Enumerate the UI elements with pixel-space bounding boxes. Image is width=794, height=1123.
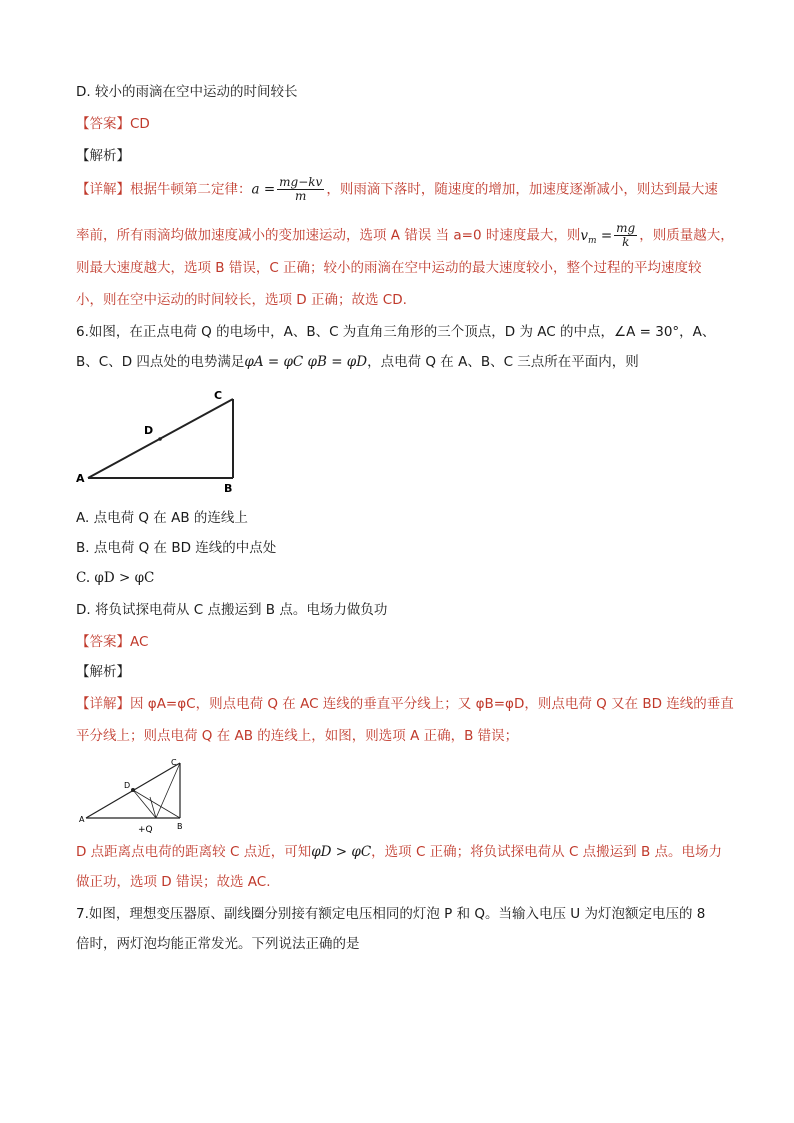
formula-vm-denominator: k — [622, 235, 630, 249]
midpoint-label-d: D — [124, 781, 131, 790]
detail-text: ，选项 C 正确；将负试探电荷从 C 点搬运到 B 点。电场力 — [371, 844, 723, 860]
vertex-label-c: C — [214, 389, 223, 402]
vertex-label-b: B — [177, 822, 183, 831]
detail-text: D 点距离点电荷的距离较 C 点近，可知 — [76, 844, 312, 860]
triangle-figure-1 — [70, 382, 250, 494]
formula-vm-fraction — [614, 222, 637, 249]
answer-label: 【答案】 — [76, 116, 130, 132]
q6-answer — [76, 632, 148, 652]
detail-text: ，则质量越大， — [639, 227, 734, 244]
q5-detail-line-3: 则最大速度越大，选项 B 错误，C 正确；较小的雨滴在空中运动的最大速度较小，整个过程的平均速度较 — [76, 260, 702, 276]
vertex-label-a: A — [76, 472, 85, 485]
q7-stem-line-2: 倍时，两灯泡均能正常发光。下列说法正确的是 — [76, 936, 360, 952]
q5-answer — [76, 114, 150, 134]
stem-text: B、C、D 四点处的电势满足 — [76, 354, 245, 370]
formula-a-numerator: mg−kv — [279, 175, 323, 189]
answer-label: 【答案】 — [76, 634, 130, 650]
q6-stem-line-2 — [76, 352, 639, 372]
q6-option-d: D. 将负试探电荷从 C 点搬运到 B 点。电场力做负功 — [76, 602, 388, 618]
answer-value: AC — [130, 634, 149, 650]
triangle-figure-2 — [74, 756, 194, 838]
q6-option-c: C. φD > φC — [76, 570, 155, 586]
q6-detail-line-2: 平分线上；则点电荷 Q 在 AB 的连线上，如图，则选项 A 正确，B 错误； — [76, 728, 519, 744]
potential-formula: φA = φC φB = φD — [244, 354, 368, 370]
vertex-label-a: A — [79, 815, 85, 824]
stem-text: ，点电荷 Q 在 A、B、C 三点所在平面内，则 — [367, 354, 639, 370]
detail-text: 率前，所有雨滴均做加速度减小的变加速运动，选项 A 错误 当 a=0 时速度最大，则 — [76, 227, 581, 244]
q5-analysis-label: 【解析】 — [76, 148, 130, 164]
formula-vm-lhs: $v_m$ = — [580, 227, 613, 246]
detail-label: 【详解】 — [76, 696, 130, 712]
q5-detail-line-2 — [76, 222, 734, 251]
detail-text: ，则雨滴下落时，随速度的增加，加速度逐渐减小，则达到最大速 — [326, 181, 718, 198]
answer-value: CD — [130, 116, 150, 132]
q5-option-d: D. 较小的雨滴在空中运动的时间较长 — [76, 84, 298, 100]
midpoint-label-d: D — [144, 424, 154, 437]
q7-stem-line-1: 7.如图，理想变压器原、副线圈分别接有额定电压相同的灯泡 P 和 Q。当输入电压 U 为灯泡额定电压的 8 — [76, 906, 706, 922]
q6-option-a: A. 点电荷 Q 在 AB 的连线上 — [76, 510, 248, 526]
formula-a-fraction — [277, 176, 324, 203]
q6-detail-line-4: 做正功，选项 D 错误；故选 AC. — [76, 874, 271, 890]
formula-a-lhs: a = — [251, 181, 276, 198]
potential-comparison: φD > φC — [311, 844, 372, 860]
detail-text: 根据牛顿第二定律： — [130, 181, 252, 198]
q6-detail-line-3 — [76, 842, 722, 862]
q6-stem-line-1: 6.如图，在正点电荷 Q 的电场中，A、B、C 为直角三角形的三个顶点，D 为 AC 的中点，∠A = 30°，A、 — [76, 324, 716, 340]
charge-label-q: +Q — [138, 825, 153, 835]
q6-detail-line-1 — [76, 694, 734, 714]
formula-a-denominator: m — [295, 189, 307, 203]
vertex-label-c: C — [171, 758, 177, 767]
q6-option-b: B. 点电荷 Q 在 BD 连线的中点处 — [76, 540, 277, 556]
detail-text: 因 φA=φC，则点电荷 Q 在 AC 连线的垂直平分线上；又 φB=φD，则点电荷 Q 又在 BD 连线的垂直 — [130, 696, 734, 712]
vertex-label-b: B — [224, 482, 233, 494]
q5-detail-line-4: 小，则在空中运动的时间较长，选项 D 正确；故选 CD. — [76, 292, 407, 308]
q5-detail-line-1 — [76, 176, 718, 203]
formula-vm-numerator: mg — [616, 221, 636, 235]
q6-analysis-label: 【解析】 — [76, 664, 130, 680]
detail-label: 【详解】 — [76, 181, 130, 198]
